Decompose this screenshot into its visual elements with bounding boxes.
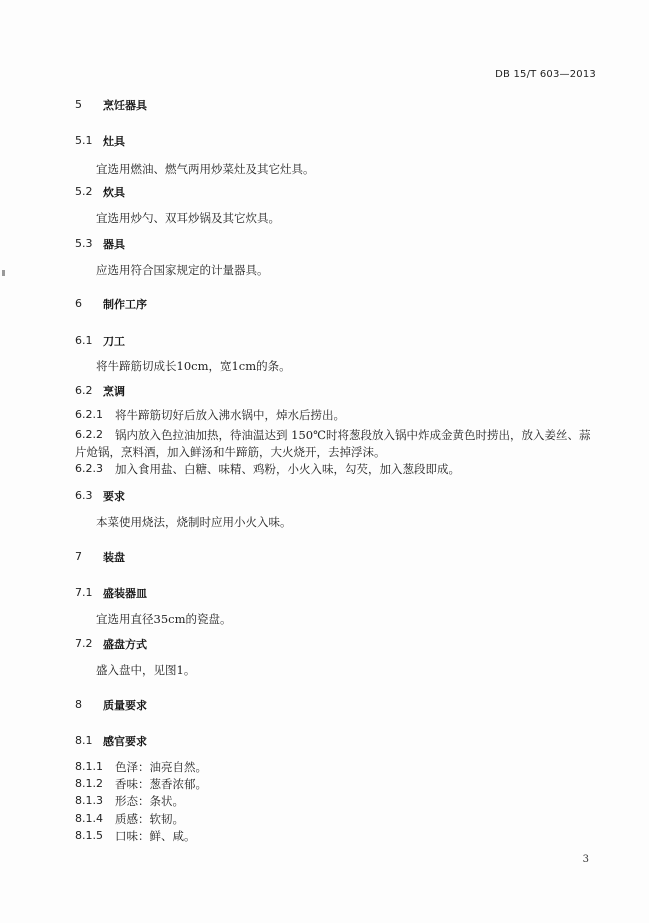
item-8-1-1-text: 色泽：油亮自然。 [115,760,207,774]
item-8-1-4-number: 8.1.4 [75,812,103,825]
section-7-2-title: 盛盘方式 [103,638,147,651]
section-6-title: 制作工序 [103,298,147,311]
item-8-1-3-text: 形态：条状。 [115,794,184,808]
section-8-1-number: 8.1 [75,734,93,747]
item-6-2-1-number: 6.2.1 [75,408,103,421]
item-8-1-5-text: 口味：鲜、咸。 [115,829,196,843]
section-8-1-title: 感官要求 [103,735,147,748]
item-8-1-4-text: 质感：软韧。 [115,812,184,826]
item-6-2-2-text: 锅内放入色拉油加热，待油温达到 150℃时将葱段放入锅中炸成金黄色时捞出，放入姜丝、蒜 [115,428,591,442]
section-5-1-title: 灶具 [103,135,125,148]
item-8-1-2-number: 8.1.2 [75,777,103,790]
section-5-1-text: 宜选用燃油、燃气两用炒菜灶及其它灶具。 [96,162,315,176]
page-number: 3 [582,854,589,865]
section-6-1-number: 6.1 [75,334,93,347]
section-6-number: 6 [75,297,82,310]
section-5-number: 5 [75,98,82,111]
section-7-title: 装盘 [103,551,125,564]
item-8-1-3-number: 8.1.3 [75,794,103,807]
section-5-2-title: 炊具 [103,186,125,199]
scan-mark [2,270,5,276]
section-7-1-number: 7.1 [75,586,93,599]
section-7-2-number: 7.2 [75,637,93,650]
item-6-2-3-text: 加入食用盐、白糖、味精、鸡粉，小火入味，勾芡，加入葱段即成。 [115,462,460,476]
section-6-3-title: 要求 [103,490,125,503]
section-6-3-text: 本菜使用烧法，烧制时应用小火入味。 [96,515,292,529]
section-7-1-text: 宜选用直径35cm的瓷盘。 [96,612,232,626]
item-8-1-5-number: 8.1.5 [75,829,103,842]
section-8-number: 8 [75,698,82,711]
document-id: DB 15/T 603—2013 [495,69,596,80]
section-5-2-text: 宜选用炒勺、双耳炒锅及其它炊具。 [96,211,280,225]
section-6-2-number: 6.2 [75,384,93,397]
section-5-3-title: 器具 [103,238,125,251]
item-6-2-2-text-continued: 片炝锅，烹料酒，加入鲜汤和牛蹄筋，大火烧开，去掉浮沫。 [75,445,386,459]
section-7-2-text: 盛入盘中，见图1。 [96,663,196,677]
section-6-1-text: 将牛蹄筋切成长10cm，宽1cm的条。 [96,359,291,373]
section-6-1-title: 刀工 [103,335,125,348]
item-8-1-2-text: 香味：葱香浓郁。 [115,777,207,791]
section-5-3-text: 应选用符合国家规定的计量器具。 [96,263,269,277]
section-5-title: 烹饪器具 [103,99,147,112]
section-7-1-title: 盛装器皿 [103,587,147,600]
section-5-1-number: 5.1 [75,134,93,147]
item-6-2-3-number: 6.2.3 [75,462,103,475]
item-6-2-1-text: 将牛蹄筋切好后放入沸水锅中，焯水后捞出。 [115,408,345,422]
section-5-3-number: 5.3 [75,237,93,250]
item-6-2-2-number: 6.2.2 [75,428,103,441]
section-6-2-title: 烹调 [103,385,125,398]
section-8-title: 质量要求 [103,699,147,712]
section-5-2-number: 5.2 [75,185,93,198]
item-8-1-1-number: 8.1.1 [75,760,103,773]
section-7-number: 7 [75,550,82,563]
section-6-3-number: 6.3 [75,489,93,502]
